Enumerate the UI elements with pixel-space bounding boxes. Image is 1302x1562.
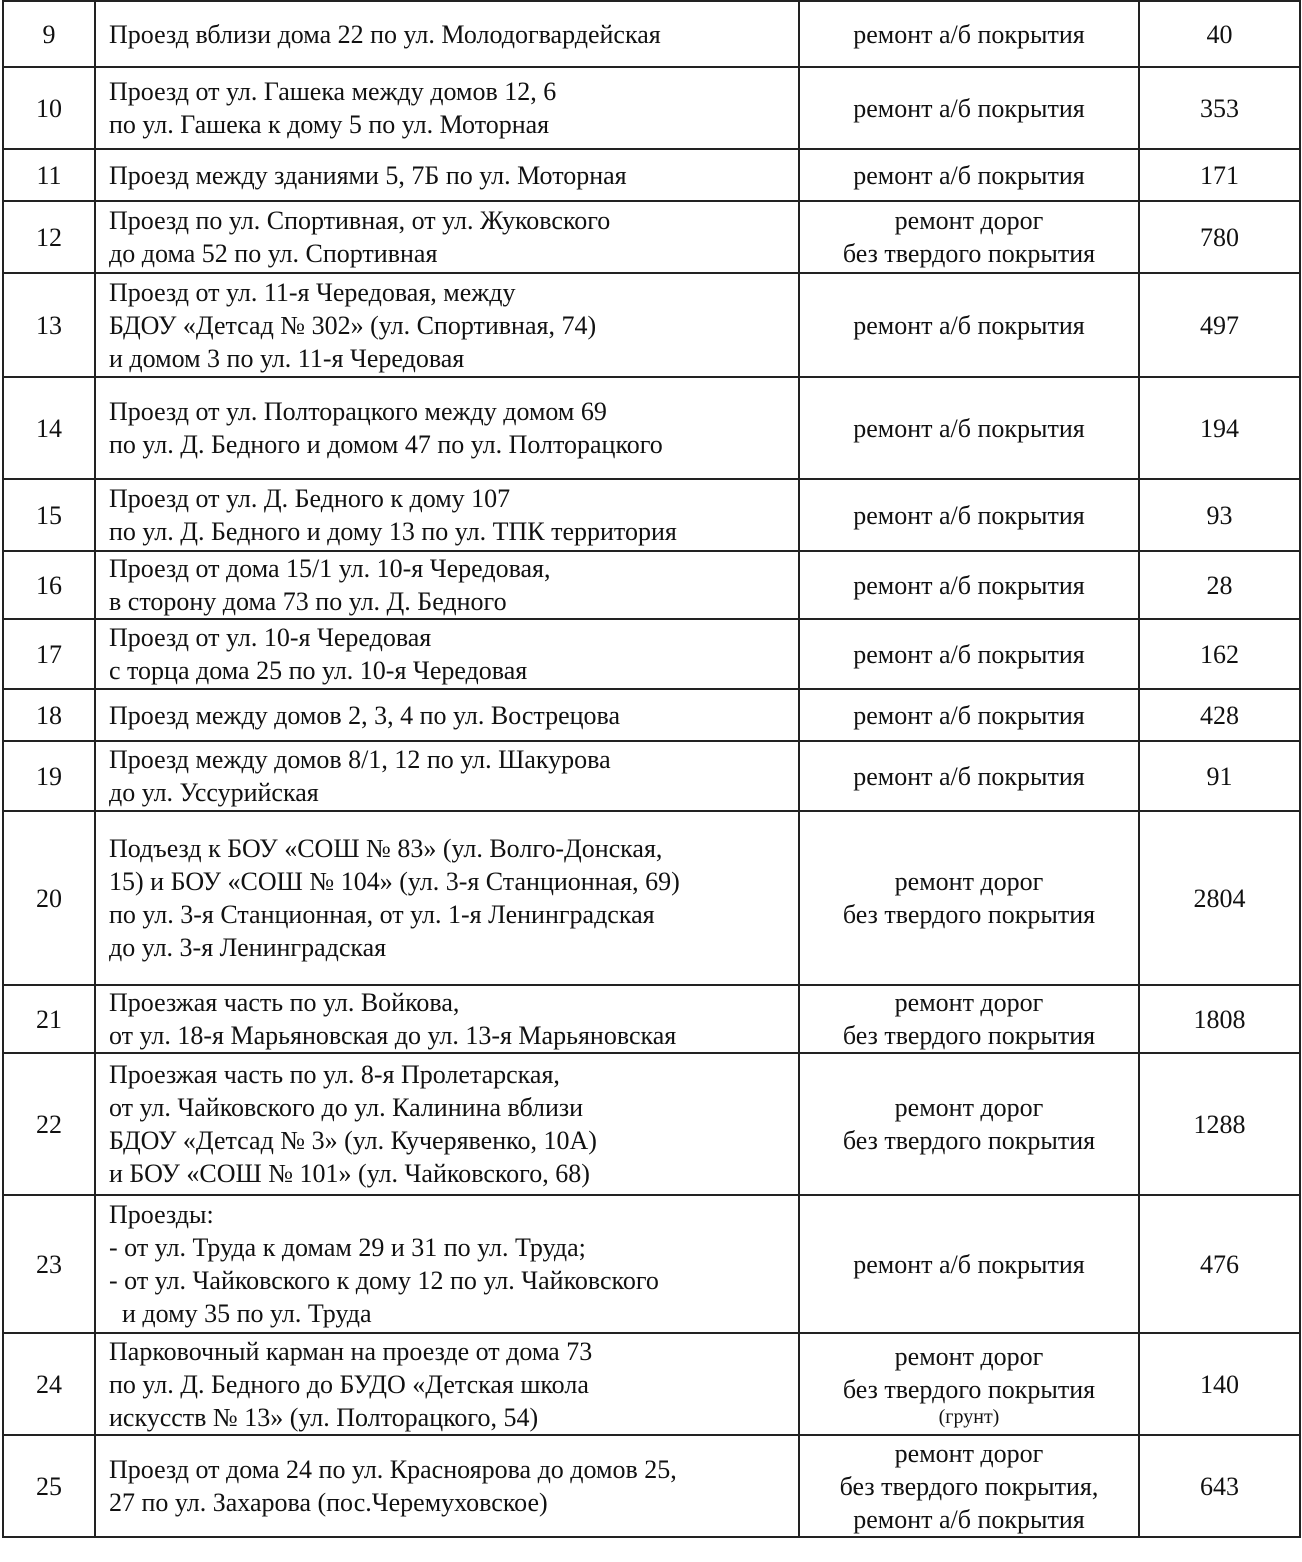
work-type-line: ремонт а/б покрытия	[853, 310, 1085, 340]
work-type-cell	[799, 1435, 1139, 1537]
location-cell	[95, 377, 799, 479]
work-type-line: ремонт а/б покрытия	[853, 93, 1085, 123]
table-row	[3, 689, 1300, 741]
location-cell	[95, 741, 799, 811]
work-type-cell	[799, 479, 1139, 551]
length-value: 2804	[1139, 811, 1300, 985]
row-number: 10	[3, 67, 95, 149]
location-cell	[95, 551, 799, 619]
table-row	[3, 273, 1300, 377]
length-value: 780	[1139, 201, 1300, 273]
row-number: 25	[3, 1435, 95, 1537]
table-row	[3, 1, 1300, 67]
length-value: 140	[1139, 1333, 1300, 1435]
length-value: 162	[1139, 619, 1300, 689]
length-value: 28	[1139, 551, 1300, 619]
location-cell	[95, 1333, 799, 1435]
work-type-cell	[799, 377, 1139, 479]
location-line: Проезд между зданиями 5, 7Б по ул. Моторная	[109, 160, 627, 190]
row-number: 15	[3, 479, 95, 551]
location-line: Проезжая часть по ул. Войкова,	[109, 988, 460, 1017]
work-type-line: ремонт дорог	[894, 988, 1044, 1017]
location-line: по ул. Д. Бедного и дому 13 по ул. ТПК территория	[109, 517, 677, 546]
table-row	[3, 479, 1300, 551]
work-type-line: ремонт а/б покрытия	[853, 1504, 1085, 1534]
work-type-line: ремонт а/б покрытия	[853, 413, 1085, 443]
location-line: Парковочный карман на проезде от дома 73	[109, 1336, 593, 1366]
table-row	[3, 619, 1300, 689]
work-type-cell	[799, 1333, 1139, 1435]
work-type-cell	[799, 985, 1139, 1053]
location-line: Подъезд к БОУ «СОШ № 83» (ул. Волго-Донская,	[109, 834, 663, 863]
location-line: - от ул. Чайковского к дому 12 по ул. Чайковского	[109, 1266, 659, 1295]
location-line: Проезд от ул. 11-я Чередовая, между	[109, 277, 516, 307]
table-row	[3, 201, 1300, 273]
location-cell	[95, 1053, 799, 1195]
length-value: 93	[1139, 479, 1300, 551]
location-line: от ул. 18-я Марьяновская до ул. 13-я Марьяновская	[109, 1021, 677, 1050]
location-line: Проезд между домов 2, 3, 4 по ул. Вострецова	[109, 700, 621, 730]
work-type-line: ремонт дорог	[894, 1093, 1044, 1122]
work-type-cell	[799, 1, 1139, 67]
table-body	[3, 1, 1300, 1537]
location-line: от ул. Чайковского до ул. Калинина вблизи	[109, 1093, 584, 1122]
row-number: 22	[3, 1053, 95, 1195]
work-type-line: без твердого покрытия	[842, 1126, 1096, 1155]
location-line: Проезд по ул. Спортивная, от ул. Жуковского	[109, 206, 611, 235]
location-line: Проезд от дома 24 по ул. Красноярова до домов 25,	[109, 1455, 677, 1484]
row-number: 20	[3, 811, 95, 985]
location-line: в сторону дома 73 по ул. Д. Бедного	[109, 587, 507, 616]
work-type-cell	[799, 551, 1139, 619]
work-type-cell	[799, 689, 1139, 741]
row-number: 12	[3, 201, 95, 273]
work-type-line: без твердого покрытия	[842, 900, 1096, 929]
table-row	[3, 1333, 1300, 1435]
work-type-line: ремонт а/б покрытия	[853, 639, 1085, 669]
location-cell	[95, 273, 799, 377]
work-type-line: без твердого покрытия,	[839, 1471, 1099, 1501]
work-type-line: ремонт дорог	[894, 867, 1044, 896]
length-value: 476	[1139, 1195, 1300, 1333]
work-type-line: ремонт а/б покрытия	[853, 500, 1085, 530]
work-type-line: без твердого покрытия	[842, 1021, 1096, 1050]
location-line: с торца дома 25 по ул. 10-я Чередовая	[109, 656, 528, 685]
location-line: и БОУ «СОШ № 101» (ул. Чайковского, 68)	[109, 1159, 590, 1188]
work-type-cell	[799, 1195, 1139, 1333]
table-row	[3, 149, 1300, 201]
location-line: Проезды:	[109, 1200, 214, 1229]
work-type-line: ремонт а/б покрытия	[853, 19, 1085, 49]
work-type-line: ремонт а/б покрытия	[853, 570, 1085, 600]
row-number: 23	[3, 1195, 95, 1333]
length-value: 194	[1139, 377, 1300, 479]
location-line: 27 по ул. Захарова (пос.Черемуховское)	[109, 1488, 548, 1517]
work-type-cell	[799, 741, 1139, 811]
location-line: по ул. 3-я Станционная, от ул. 1-я Ленинградская	[109, 900, 655, 929]
work-type-cell	[799, 273, 1139, 377]
location-line: Проезд от ул. Гашека между домов 12, 6	[109, 77, 557, 106]
table-row	[3, 1195, 1300, 1333]
row-number: 9	[3, 1, 95, 67]
location-line: по ул. Д. Бедного до БУДО «Детская школа	[109, 1369, 589, 1399]
work-type-line: ремонт а/б покрытия	[853, 761, 1085, 791]
work-type-cell	[799, 1053, 1139, 1195]
location-line: БДОУ «Детсад № 302» (ул. Спортивная, 74)	[109, 310, 597, 340]
table-row	[3, 811, 1300, 985]
table-row	[3, 1435, 1300, 1537]
length-value: 643	[1139, 1435, 1300, 1537]
location-cell	[95, 985, 799, 1053]
work-type-line: ремонт дорог	[894, 1342, 1044, 1371]
location-line: до дома 52 по ул. Спортивная	[109, 239, 438, 268]
location-cell	[95, 689, 799, 741]
location-line: и дому 35 по ул. Труда	[109, 1299, 372, 1328]
location-cell	[95, 1195, 799, 1333]
location-line: - от ул. Труда к домам 29 и 31 по ул. Труда;	[109, 1233, 586, 1262]
table-row	[3, 67, 1300, 149]
table-row	[3, 741, 1300, 811]
row-number: 11	[3, 149, 95, 201]
location-cell	[95, 479, 799, 551]
table-row	[3, 985, 1300, 1053]
row-number: 21	[3, 985, 95, 1053]
location-line: до ул. Уссурийская	[109, 778, 319, 807]
table-row	[3, 551, 1300, 619]
work-type-note: (грунт)	[938, 1406, 1000, 1428]
length-value: 428	[1139, 689, 1300, 741]
location-line: Проезжая часть по ул. 8-я Пролетарская,	[109, 1060, 560, 1089]
location-line: искусств № 13» (ул. Полторацкого, 54)	[109, 1402, 539, 1432]
work-type-line: ремонт а/б покрытия	[853, 700, 1085, 730]
work-type-cell	[799, 201, 1139, 273]
length-value: 1288	[1139, 1053, 1300, 1195]
length-value: 91	[1139, 741, 1300, 811]
length-value: 171	[1139, 149, 1300, 201]
location-line: БДОУ «Детсад № 3» (ул. Кучерявенко, 10А)	[109, 1126, 597, 1155]
work-type-line: ремонт дорог	[894, 1438, 1044, 1468]
location-line: и домом 3 по ул. 11-я Чередовая	[109, 343, 465, 373]
location-line: Проезд вблизи дома 22 по ул. Молодогвардейская	[109, 19, 661, 49]
location-line: 15) и БОУ «СОШ № 104» (ул. 3-я Станционная, 69)	[109, 867, 680, 896]
table-row	[3, 1053, 1300, 1195]
location-cell	[95, 149, 799, 201]
row-number: 24	[3, 1333, 95, 1435]
row-number: 16	[3, 551, 95, 619]
work-type-line: ремонт а/б покрытия	[853, 1249, 1085, 1279]
work-type-cell	[799, 619, 1139, 689]
location-cell	[95, 619, 799, 689]
location-cell	[95, 811, 799, 985]
work-type-line: без твердого покрытия	[842, 1375, 1096, 1404]
location-line: до ул. 3-я Ленинградская	[109, 933, 387, 962]
length-value: 40	[1139, 1, 1300, 67]
location-line: Проезд от ул. Полторацкого между домом 69	[109, 397, 607, 426]
row-number: 17	[3, 619, 95, 689]
location-cell	[95, 1435, 799, 1537]
location-line: Проезд от ул. Д. Бедного к дому 107	[109, 484, 511, 513]
row-number: 14	[3, 377, 95, 479]
location-line: по ул. Гашека к дому 5 по ул. Моторная	[109, 110, 550, 139]
length-value: 497	[1139, 273, 1300, 377]
table-row	[3, 377, 1300, 479]
row-number: 13	[3, 273, 95, 377]
work-type-cell	[799, 67, 1139, 149]
length-value: 353	[1139, 67, 1300, 149]
location-cell	[95, 201, 799, 273]
road-repair-table	[2, 0, 1301, 1538]
location-line: по ул. Д. Бедного и домом 47 по ул. Полторацкого	[109, 430, 663, 459]
location-line: Проезд между домов 8/1, 12 по ул. Шакурова	[109, 745, 611, 774]
row-number: 18	[3, 689, 95, 741]
location-line: Проезд от дома 15/1 ул. 10-я Чередовая,	[109, 554, 551, 583]
work-type-cell	[799, 149, 1139, 201]
location-line: Проезд от ул. 10-я Чередовая	[109, 623, 432, 652]
row-number: 19	[3, 741, 95, 811]
length-value: 1808	[1139, 985, 1300, 1053]
location-cell	[95, 1, 799, 67]
work-type-cell	[799, 811, 1139, 985]
location-cell	[95, 67, 799, 149]
work-type-line: без твердого покрытия	[842, 239, 1096, 268]
work-type-line: ремонт а/б покрытия	[853, 160, 1085, 190]
work-type-line: ремонт дорог	[894, 206, 1044, 235]
